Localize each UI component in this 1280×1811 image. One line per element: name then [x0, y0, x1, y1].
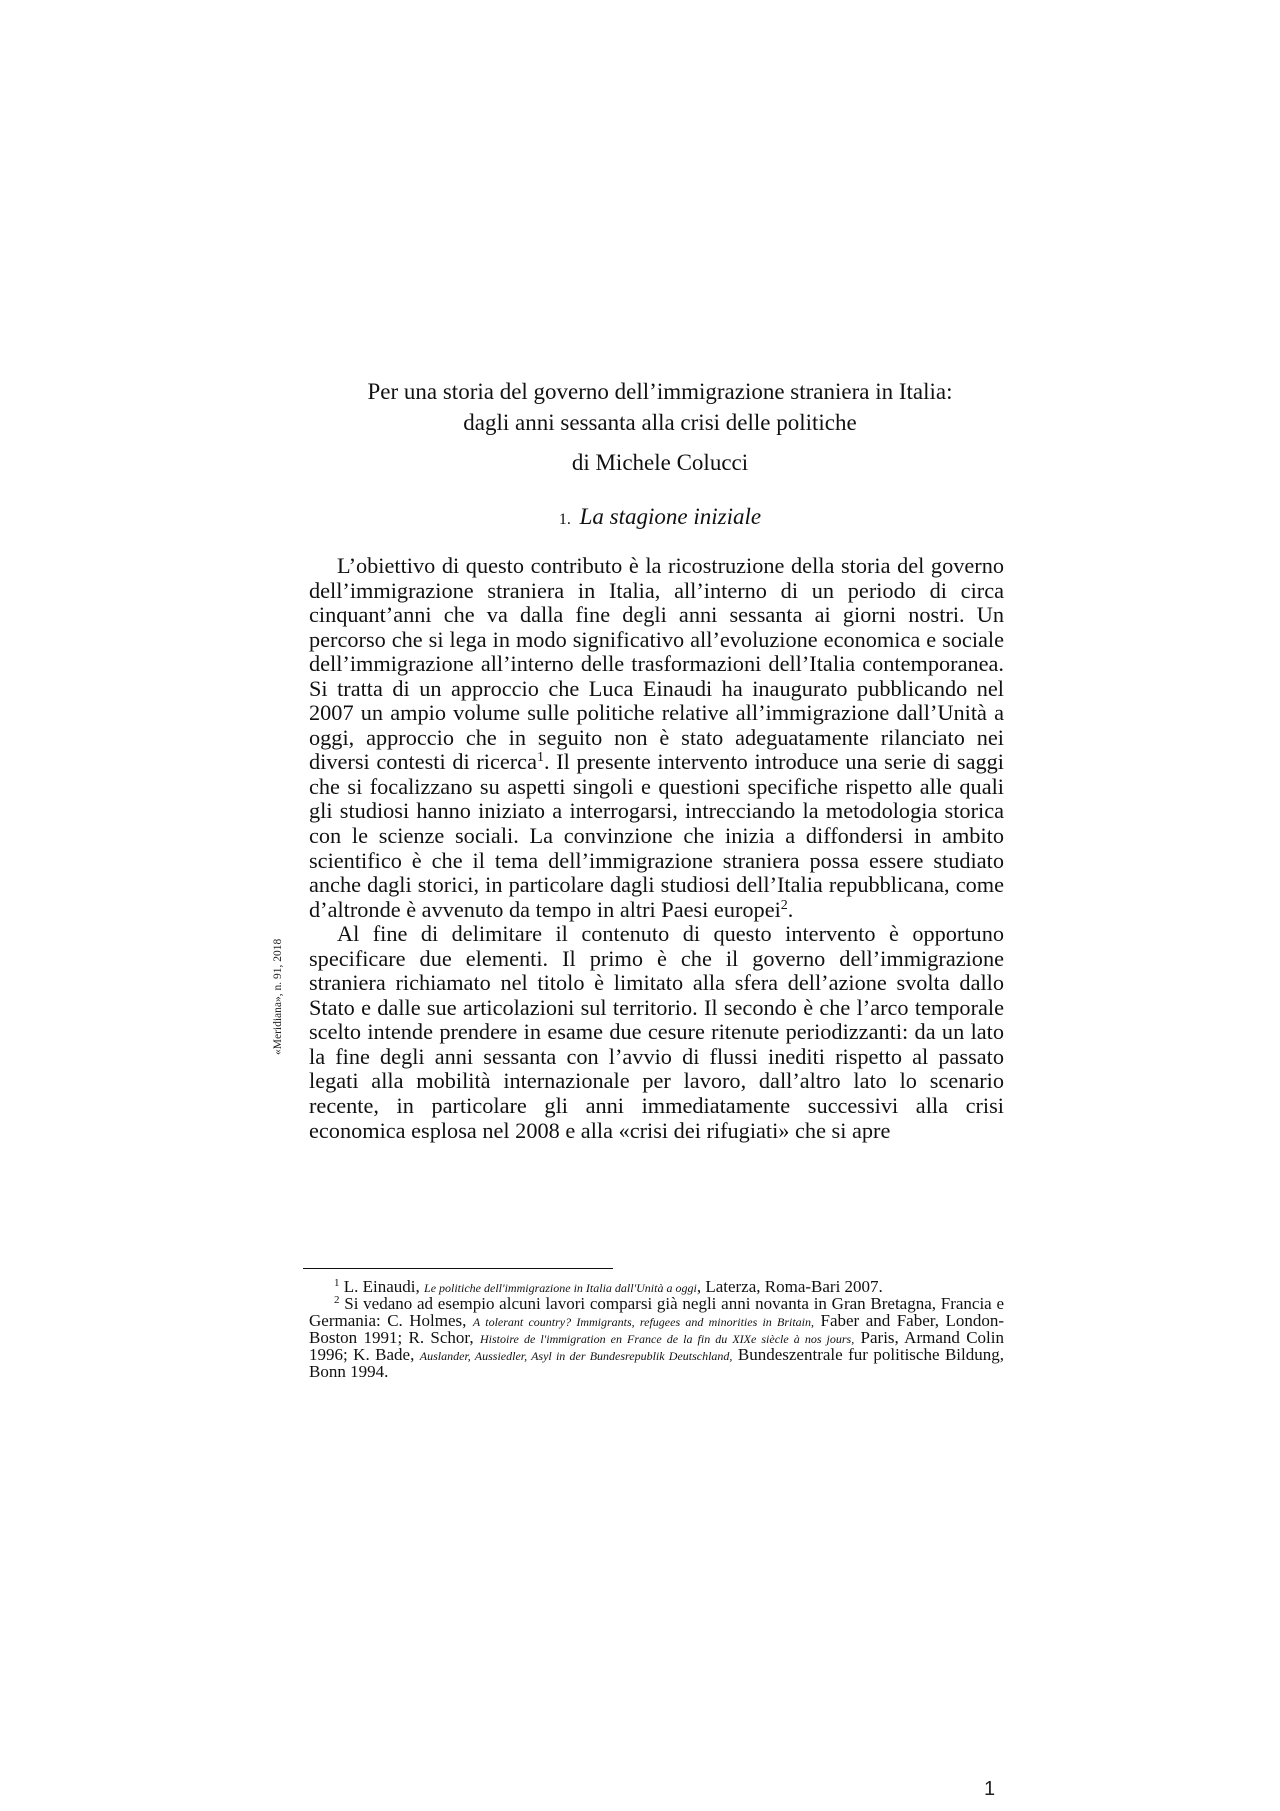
- paragraph-1-text-b: . Il presente intervento introduce una serie di saggi che si focalizzano su aspetti singoli e questioni specifiche rispetto alle quali gli studiosi hanno iniziato a interrogarsi, intrecciando la metodologia storica con le scienze sociali. La convinzione che inizia a diffondersi in ambito scientifico è che il tema dell’immigrazione straniera possa essere studiato anche dagli storici, in particolare dagli studiosi dell’Italia repubblicana, come d’altronde è avvenuto da tempo in altri Paesi europei: [309, 749, 1004, 922]
- footnote-1-title: Le politiche dell'immigrazione in Italia dall'Unità a oggi: [424, 1281, 697, 1295]
- footnote-ref-2: 2: [780, 897, 788, 913]
- section-number: 1.: [558, 511, 571, 528]
- footnote-2-publisher-bade: Bundeszentrale fur politische Bildung, Bonn 1994.: [309, 1345, 1004, 1382]
- article-header: [310, 376, 1010, 478]
- article-title-line-1: Per una storia del governo dell’immigrazione straniera in Italia:: [367, 379, 953, 404]
- footnote-1-number: 1: [334, 1277, 340, 1289]
- article-title-line-2: dagli anni sessanta alla crisi delle politiche: [463, 410, 857, 435]
- body-paragraph-1: [309, 554, 1004, 922]
- footnote-2-title-bade: Auslander, Aussiedler, Asyl in der Bundesrepublik Deutschland,: [419, 1349, 733, 1364]
- footnote-2-intro: Si vedano ad esempio alcuni lavori comparsi già negli anni novanta in Gran Bretagna, Francia e Germania: C. Holmes,: [309, 1294, 1005, 1330]
- footnote-1-publisher: , Laterza, Roma-Bari 2007.: [696, 1277, 883, 1296]
- footnote-2: [309, 1296, 1004, 1380]
- paragraph-1-text-a: L’obiettivo di questo contributo è la ricostruzione della storia del governo dell’immigrazione straniera in Italia, all’interno di un periodo di circa cinquant’anni che va dalla fine degli anni sessanta ai giorni nostri. Un percorso che si lega in modo significativo all’evoluzione economica e sociale dell’immigrazione all’interno delle trasformazioni dell’Italia contemporanea. Si tratta di un approccio che Luca Einaudi ha inaugurato pubblicando nel 2007 un ampio volume sulle politiche relative all’immigrazione dall’Unità a oggi, approccio che in seguito non è stato adeguatamente rilanciato nei diversi contesti di ricerca: [309, 553, 1004, 775]
- footnote-2-title-schor: Histoire de l'immigration en France de la fin du XIXe siècle à nos jours,: [479, 1331, 855, 1346]
- footnote-2-publisher-holmes: Faber and Faber, London-Boston 1991; R. Schor,: [309, 1310, 1005, 1347]
- footnote-1-author: L. Einaudi,: [343, 1277, 425, 1296]
- footnote-ref-1: 1: [536, 750, 544, 766]
- article-author: di Michele Colucci: [571, 450, 749, 475]
- footnote-divider: [303, 1268, 613, 1269]
- footnote-2-publisher-schor: Paris, Armand Colin 1996; K. Bade,: [309, 1327, 1004, 1365]
- section-title: La stagione iniziale: [579, 504, 762, 529]
- section-heading: [310, 502, 1010, 535]
- footnotes: [309, 1279, 1004, 1381]
- footnote-2-number: 2: [334, 1294, 340, 1307]
- journal-citation-margin: «Meridiana», n. 91, 2018: [272, 938, 284, 1055]
- article-body: [309, 554, 1004, 1143]
- footnote-2-title-holmes: A tolerant country? Immigrants, refugees and minorities in Britain,: [472, 1314, 815, 1329]
- body-paragraph-2: Al fine di delimitare il contenuto di questo intervento è opportuno specificare due elementi. Il primo è che il governo dell’immigrazione straniera richiamato nel titolo è limitato alla sfera dell’azione svolta dallo Stato e dalle sue articolazioni sul territorio. Il secondo è che l’arco temporale scelto intende prendere in esame due cesure ritenute periodizzanti: da un lato la fine degli anni sessanta con l’avvio di flussi inediti rispetto al passato legati alla mobilità internazionale per lavoro, dall’altro lato lo scenario recente, in particolare gli anni immediatamente successivi alla crisi economica esplosa nel 2008 e alla «crisi dei rifugiati» che si apre: [309, 921, 1004, 1143]
- paragraph-1-text-c: .: [787, 896, 794, 922]
- page-number: 1: [984, 1778, 996, 1800]
